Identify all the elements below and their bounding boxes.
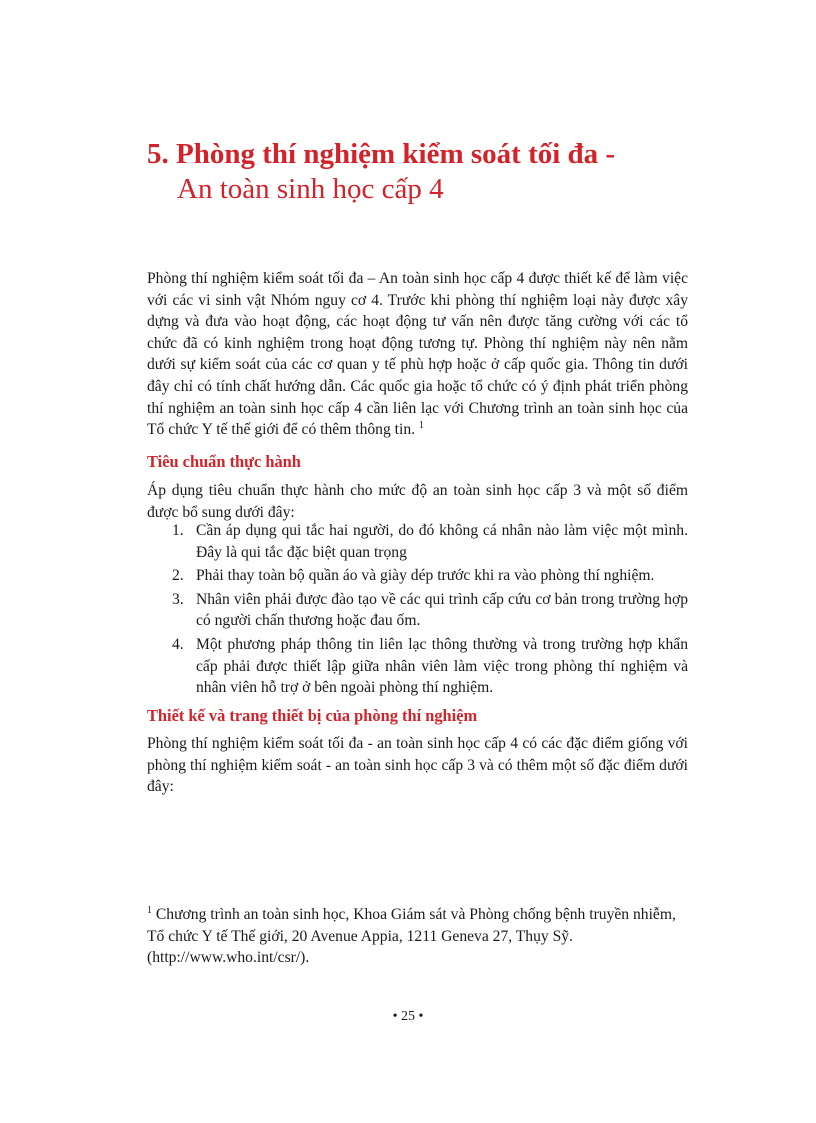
footnote-marker: 1 (147, 904, 152, 916)
list-item (147, 634, 688, 699)
list-item (147, 520, 688, 563)
list-item-text: Cần áp dụng qui tắc hai người, do đó không cá nhân nào làm việc một mình. Đây là qui tắc đặc biệt quan trọng (196, 522, 688, 561)
intro-text: Phòng thí nghiệm kiểm soát tối đa – An toàn sinh học cấp 4 được thiết kế để làm việc với các vi sinh vật Nhóm nguy cơ 4. Trước khi phòng thí nghiệm loại này được xây dựng và đưa vào hoạt động, các hoạt động tư vấn nên được tăng cường với các tổ chức đã có kinh nghiệm trong hoạt động tương tự. Phòng thí nghiệm này nên nằm dưới sự kiểm soát của các cơ quan y tế phù hợp hoặc ở cấp quốc gia. Thông tin dưới đây chỉ có tính chất hướng dẫn. Các quốc gia hoặc tổ chức có ý định phát triển phòng thí nghiệm an toàn sinh học cấp 4 cần liên lạc với Chương trình an toàn sinh học của Tổ chức Y tế thế giới để có thêm thông tin. (147, 270, 688, 439)
list-item-text: Một phương pháp thông tin liên lạc thông thường và trong trường hợp khẩn cấp phải được thiết lập giữa nhân viên làm việc trong phòng thí nghiệm và nhân viên hỗ trợ ở bên ngoài phòng thí nghiệm. (196, 635, 688, 697)
design-paragraph: Phòng thí nghiệm kiểm soát tối đa - an toàn sinh học cấp 4 có các đặc điểm giống với phòng thí nghiệm kiểm soát - an toàn sinh học cấp 3 và có thêm một số đặc điểm dưới đây: (147, 735, 688, 796)
page-number: • 25 • (392, 1009, 424, 1024)
list-item-text: Phải thay toàn bộ quần áo và giày dép trước khi ra vào phòng thí nghiệm. (196, 567, 655, 585)
list-item-number: 4. (172, 635, 184, 653)
footnote (147, 904, 687, 969)
footnote-reference[interactable]: 1 (418, 419, 424, 431)
chapter-title-line2: An toàn sinh học cấp 4 (177, 173, 444, 205)
chapter-title (147, 137, 707, 207)
list-item (147, 565, 688, 587)
list-item-number: 2. (172, 567, 184, 585)
section-heading-design: Thiết kế và trang thiết bị của phòng thí nghiệm (147, 706, 478, 725)
section-heading-practice: Tiêu chuẩn thực hành (147, 452, 301, 471)
intro-paragraph (147, 268, 688, 441)
list-item (147, 589, 688, 632)
list-item-text: Nhân viên phải được đào tạo về các qui trình cấp cứu cơ bản trong trường hợp có người chấn thương hoặc đau ốm. (196, 590, 688, 630)
footnote-text: Chương trình an toàn sinh học, Khoa Giám sát và Phòng chống bệnh truyền nhiễm, Tổ chức Y tế Thế giới, 20 Avenue Appia, 1211 Geneva 27, Thụy Sỹ. (http://www.who.int/csr/). (147, 906, 676, 967)
practice-paragraph: Áp dụng tiêu chuẩn thực hành cho mức độ an toàn sinh học cấp 3 và một số điểm được bổ sung dưới đây: (147, 482, 688, 521)
list-item-number: 3. (172, 590, 184, 608)
practice-list (147, 520, 688, 701)
chapter-title-line1: 5. Phòng thí nghiệm kiểm soát tối đa - (147, 138, 616, 170)
list-item-number: 1. (172, 522, 184, 539)
